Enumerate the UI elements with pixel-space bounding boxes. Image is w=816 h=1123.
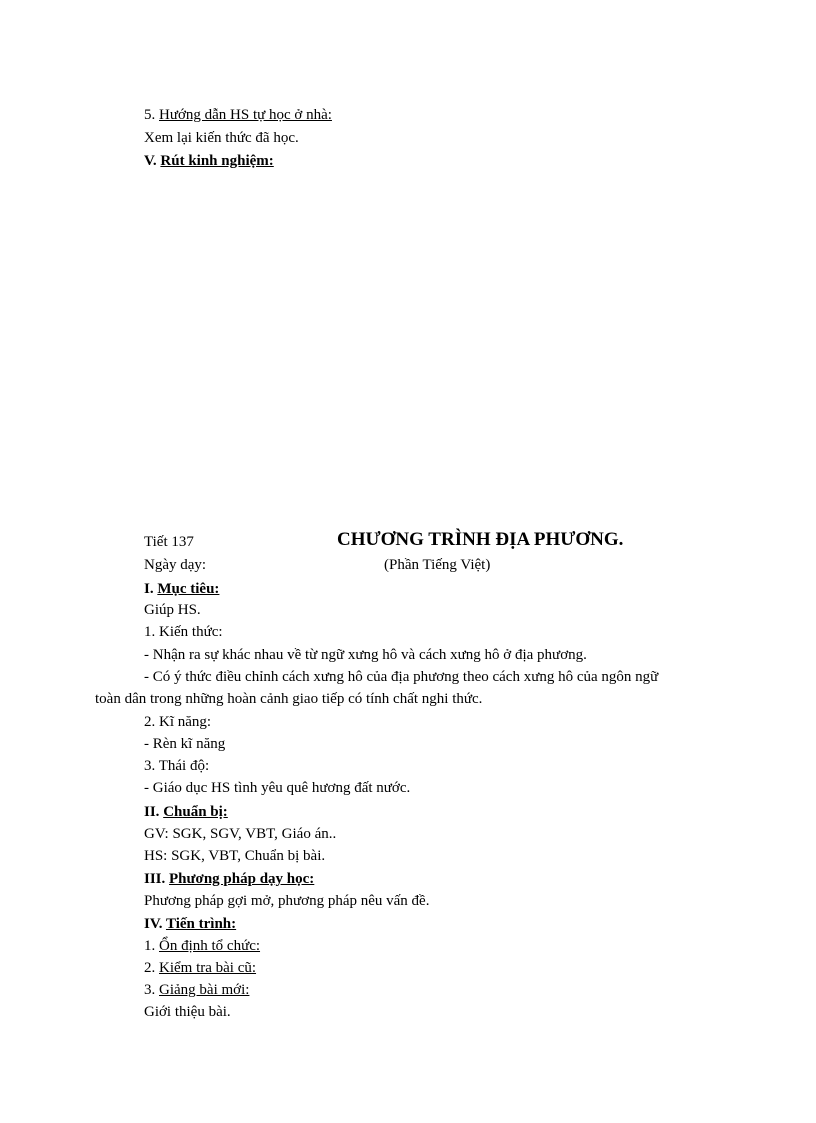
- item-number: 5.: [144, 107, 159, 123]
- methods-text: Phương pháp gợi mở, phương pháp nêu vấn đề.: [144, 893, 430, 909]
- methods-line: [144, 870, 314, 888]
- date-label: Ngày dạy:: [144, 557, 207, 573]
- student-materials: HS: SGK, VBT, Chuẩn bị bài.: [144, 848, 326, 864]
- experience-heading: Rút kinh nghiệm:: [160, 153, 274, 169]
- section-number: V.: [144, 153, 161, 169]
- section-number: I.: [144, 581, 158, 597]
- experience-line: [144, 152, 274, 170]
- section-number: III.: [144, 871, 170, 887]
- attitude-heading: 3. Thái độ:: [144, 758, 210, 774]
- process-step-2: [144, 959, 256, 977]
- process-heading: Tiến trình:: [165, 916, 237, 932]
- teacher-materials: GV: SGK, SGV, VBT, Giáo án..: [144, 826, 337, 842]
- knowledge-heading: 1. Kiến thức:: [144, 624, 223, 640]
- self-study-heading: Hướng dẫn HS tự học ở nhà:: [159, 107, 332, 123]
- process-step-1: [144, 937, 260, 955]
- self-study-line: [144, 106, 332, 124]
- skills-heading: 2. Kĩ năng:: [144, 714, 212, 730]
- step-3-label: Giảng bài mới:: [159, 982, 250, 998]
- step-1-label: Ổn định tổ chức:: [159, 938, 261, 954]
- knowledge-item-2-line-1: - Có ý thức điều chỉnh cách xưng hô của địa phương theo cách xưng hô của ngôn ngữ: [144, 669, 659, 685]
- period-label: Tiết 137: [144, 534, 194, 550]
- objectives-heading: Mục tiêu:: [157, 581, 220, 597]
- lesson-title: CHƯƠNG TRÌNH ĐỊA PHƯƠNG.: [337, 529, 624, 550]
- self-study-text: Xem lại kiến thức đã học.: [144, 130, 299, 146]
- skills-item-1: - Rèn kĩ năng: [144, 736, 226, 752]
- preparation-line: [144, 803, 228, 821]
- lesson-intro: Giới thiệu bài.: [144, 1004, 231, 1020]
- section-number: IV.: [144, 916, 166, 932]
- step-number: 2.: [144, 960, 159, 976]
- section-number: II.: [144, 804, 164, 820]
- knowledge-item-1: - Nhận ra sự khác nhau về từ ngữ xưng hô và cách xưng hô ở địa phương.: [144, 647, 587, 663]
- process-step-3: [144, 981, 249, 999]
- knowledge-item-2-line-2: toàn dân trong những hoàn cảnh giao tiếp có tính chất nghi thức.: [95, 691, 483, 707]
- objectives-line: [144, 580, 219, 598]
- attitude-item-1: - Giáo dục HS tình yêu quê hương đất nước.: [144, 780, 411, 796]
- methods-heading: Phương pháp dạy học:: [169, 871, 315, 887]
- step-2-label: Kiểm tra bài cũ:: [159, 960, 257, 976]
- preparation-heading: Chuẩn bị:: [163, 804, 228, 820]
- step-number: 1.: [144, 938, 159, 954]
- step-number: 3.: [144, 982, 159, 998]
- lesson-subtitle: (Phần Tiếng Việt): [384, 557, 491, 573]
- objectives-intro: Giúp HS.: [144, 602, 201, 618]
- process-line: [144, 915, 236, 933]
